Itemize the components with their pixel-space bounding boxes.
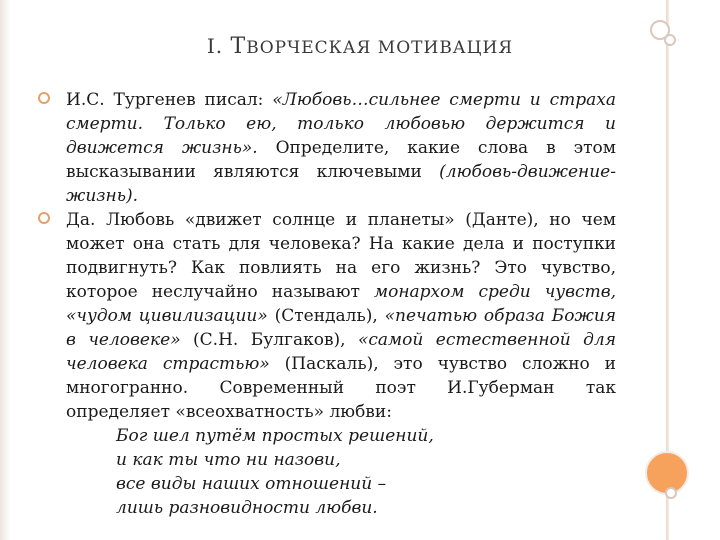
decorative-circle-bottom-small: [665, 487, 677, 499]
bullet-icon: [38, 92, 50, 104]
bullet-item-2: [38, 208, 616, 520]
bullet-icon: [38, 212, 50, 224]
bullet-text-2: [66, 208, 616, 424]
left-frame-strip: [0, 0, 10, 540]
title-first-letter: Т: [230, 34, 247, 59]
slide-title: [0, 34, 720, 59]
italic-quote: монархом среди чувств, «чудом цивилизации»: [66, 282, 616, 326]
text-segment: И.С. Тургенев писал:: [66, 90, 273, 110]
slide-body: [38, 88, 616, 520]
bullet-text-1: [66, 88, 616, 208]
text-segment: Определите, какие слова в этом высказывании являются ключевыми: [66, 138, 617, 182]
verse-line: все виды наших отношений –: [116, 474, 387, 494]
text-segment: (Паскаль), это чувство сложно и многогранно. Современный поэт И.Губерман так определяет «всеохватность» любви:: [66, 354, 617, 422]
italic-quote: «печатью образа Божия в человеке»: [66, 306, 617, 350]
bullet-item-1: [38, 88, 616, 208]
italic-keywords: (любовь-движение-жизнь).: [66, 162, 616, 206]
text-segment: Да. Любовь «движет солнце и планеты» (Данте), но чем может она стать для человека? На какие дела и поступки подвигнуть? Как повлиять на его жизнь? Это чувство, которое неслучайно называют: [66, 210, 616, 302]
poem-verse: [116, 424, 616, 520]
text-segment: (С.Н. Булгаков),: [180, 330, 358, 350]
verse-line: и как ты что ни назови,: [116, 450, 341, 470]
text-segment: (Стендаль),: [267, 306, 385, 326]
italic-quote: «Любовь…сильнее смерти и страха смерти. Только ею, только любовью держится и движется жизнь».: [66, 90, 616, 158]
verse-line: лишь разновидности любви.: [116, 498, 378, 518]
title-rest: ВОРЧЕСКАЯ МОТИВАЦИЯ: [246, 38, 514, 58]
title-numeral: I.: [206, 34, 224, 58]
italic-quote: «самой естественной для человека страстью»: [66, 330, 617, 374]
verse-line: Бог шел путём простых решений,: [116, 426, 434, 446]
